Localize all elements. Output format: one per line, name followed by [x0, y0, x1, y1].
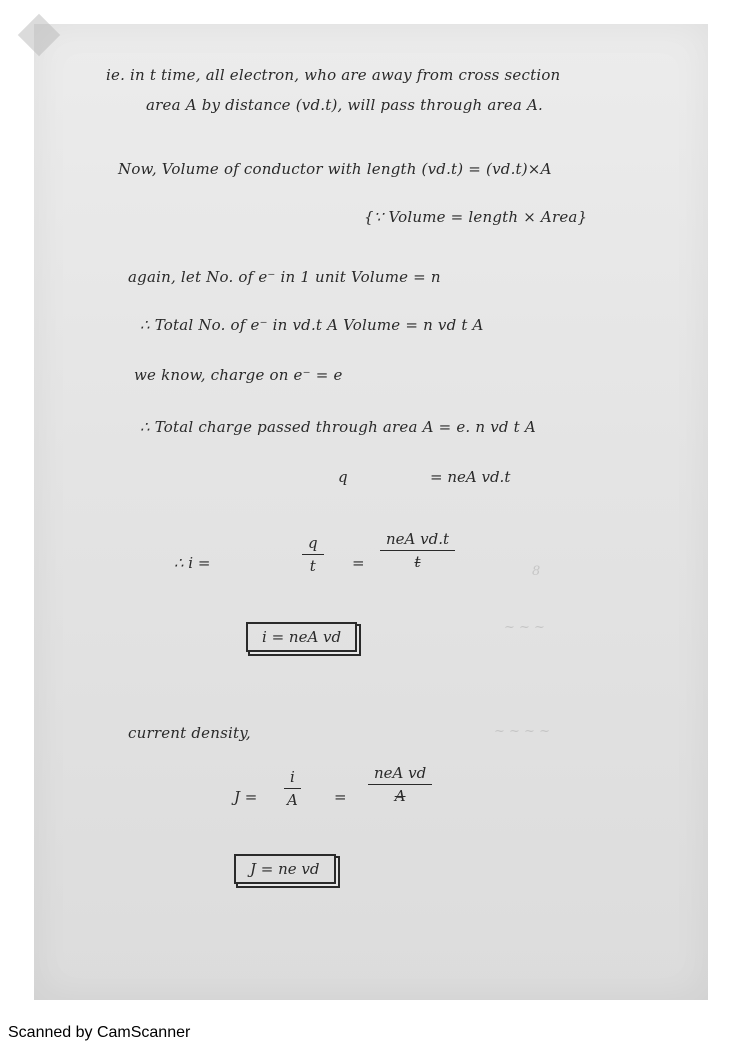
text-line-8: ∴ Total charge passed through area A = e. n vd t A [140, 418, 536, 436]
fraction-q-over-t [302, 534, 324, 575]
text-line-5: again, let No. of e⁻ in 1 unit Volume = n [128, 268, 441, 286]
equation-density-lhs: J = [234, 788, 258, 806]
bleed-through-mark: ~ ~ ~ ~ [494, 724, 550, 739]
boxed-result-density: J = ne vd [234, 854, 336, 884]
text-line-3: Now, Volume of conductor with length (vd.t) = (vd.t)×A [118, 160, 552, 178]
equals-sign: = [334, 788, 347, 806]
scanner-watermark: Scanned by CamScanner [8, 1024, 191, 1041]
fraction-numerator: neA vd [368, 764, 432, 785]
heading-current-density: current density, [128, 724, 251, 742]
bleed-through-mark: 8 [532, 564, 541, 579]
text-line-1: ie. in t time, all electron, who are away from cross section [106, 66, 561, 84]
scanned-page [34, 24, 708, 1000]
fraction-denominator: A [394, 787, 406, 805]
bleed-through-mark: ~ ~ ~ [504, 620, 545, 635]
text-line-7: we know, charge on e⁻ = e [134, 366, 343, 384]
text-line-4: {∵ Volume = length × Area} [364, 208, 588, 226]
fraction-denominator: t [414, 553, 421, 571]
equation-current-lhs: ∴ i = [174, 554, 211, 572]
fraction-numerator: i [284, 768, 301, 789]
equation-q-rhs: = neA vd.t [430, 468, 511, 486]
equals-sign: = [352, 554, 365, 572]
text-line-2: area A by distance (vd.t), will pass through area A. [146, 96, 544, 114]
fraction-neavdt-over-t [380, 530, 455, 571]
text-line-6: ∴ Total No. of e⁻ in vd.t A Volume = n vd t A [140, 316, 484, 334]
fraction-neavd-over-A [368, 764, 432, 805]
fraction-denominator: t [309, 557, 316, 575]
fraction-i-over-A [284, 768, 301, 809]
boxed-result-current: i = neA vd [246, 622, 357, 652]
equation-q-lhs: q [338, 468, 348, 486]
fraction-numerator: neA vd.t [380, 530, 455, 551]
fraction-denominator: A [286, 791, 298, 809]
fraction-numerator: q [302, 534, 324, 555]
